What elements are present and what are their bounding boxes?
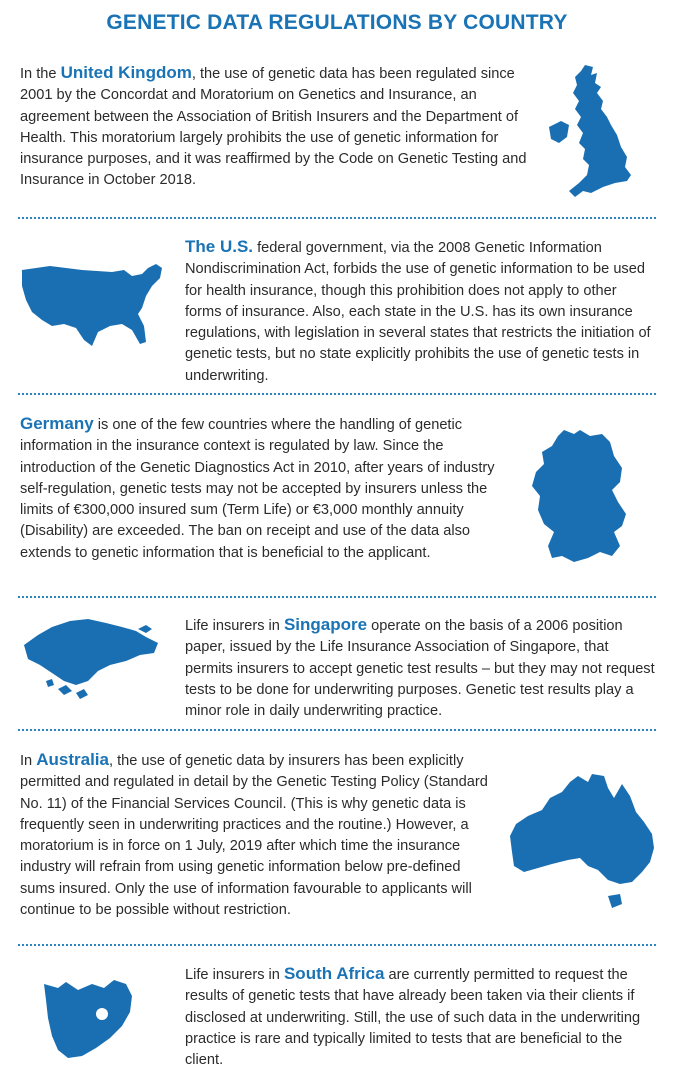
germany-country-name: Germany <box>20 414 94 433</box>
page-title: GENETIC DATA REGULATIONS BY COUNTRY <box>106 11 568 34</box>
uk-map-icon <box>545 63 635 203</box>
uk-body-text: , the use of genetic data has been regulated since 2001 by the Concordat and Moratorium on Genetics and Insurance, an agreement between the Association of British Insurers and the Department of Health. This moratorium largely prohibits the use of genetic information for insurance purposes, and it was reaffirmed by the Code on Genetic Testing and Insurance in October 2018. <box>20 66 527 189</box>
section-divider <box>18 729 656 731</box>
germany-map-icon <box>530 428 632 566</box>
singapore-map-icon <box>18 615 164 703</box>
us-country-name: The U.S. <box>185 237 254 256</box>
germany-body-text: is one of the few countries where the handling of genetic information in the insurance context is regulated by law. Since the introduction of the Genetic Diagnostics Act in 2010, after years of industry self-regulation, genetic tests may not be accepted by insurers unless the limits of €300,000 insured sum (Term Life) or €3,000 monthly annuity (Disability) are exceeded. The ban on receipt and use of the data also extends to genetic information that is beneficial to the applicant. <box>20 417 495 561</box>
uk-pre-text: In the <box>20 66 61 82</box>
uk-country-name: United Kingdom <box>60 63 192 82</box>
south-africa-country-name: South Africa <box>283 964 385 983</box>
singapore-pre-text: Life insurers in <box>185 618 284 634</box>
usa-map-icon <box>20 262 166 348</box>
australia-map-icon <box>508 772 658 912</box>
germany-paragraph <box>20 413 512 564</box>
australia-country-name: Australia <box>36 750 109 769</box>
south-africa-map-icon <box>40 978 138 1062</box>
us-body-text: federal government, via the 2008 Genetic Information Nondiscrimination Act, forbids the use of genetic information to be used for health insurance, though this prohibition does not apply to other forms of insurance. Also, each state in the U.S. has its own insurance regulations, with legislation in several states that restricts the initiation of genetic tests, but no state explicitly prohibits the use of genetic tests in underwriting. <box>185 240 651 384</box>
uk-paragraph <box>20 62 528 192</box>
australia-pre-text: In <box>20 753 37 769</box>
section-divider <box>18 217 656 219</box>
south-africa-body-text: are currently permitted to request the results of genetic tests that have already been taken via their clients if disclosed at underwriting. Still, the use of such data in the underwriting practice is rare and typically limited to tests that are beneficial to the client. <box>185 967 641 1069</box>
australia-paragraph <box>20 749 490 921</box>
section-divider <box>18 944 656 946</box>
singapore-body-text: operate on the basis of a 2006 position paper, issued by the Life Insurance Association of Singapore, that permits insurers to accept genetic test results – but they may not request tests to be done for underwriting purposes. Genetic test results play a minor role in daily underwriting practice. <box>185 618 655 720</box>
south-africa-paragraph <box>185 963 655 1071</box>
singapore-country-name: Singapore <box>283 615 368 634</box>
section-divider <box>18 596 656 598</box>
us-paragraph <box>185 236 655 387</box>
australia-body-text: , the use of genetic data by insurers has been explicitly permitted and regulated in detail by the Genetic Testing Policy (Standard No. 11) of the Financial Services Council. (This is why genetic data is frequently seen in underwriting practices and the routine.) However, a moratorium is in force on 1 July, 2019 after which time the insurance industry will refrain from using genetic information below pre-defined sums insured. Only the use of information favourable to applicants will continue to be possible without restriction. <box>20 753 488 919</box>
section-divider <box>18 393 656 395</box>
singapore-paragraph <box>185 614 655 722</box>
south-africa-pre-text: Life insurers in <box>185 967 284 983</box>
